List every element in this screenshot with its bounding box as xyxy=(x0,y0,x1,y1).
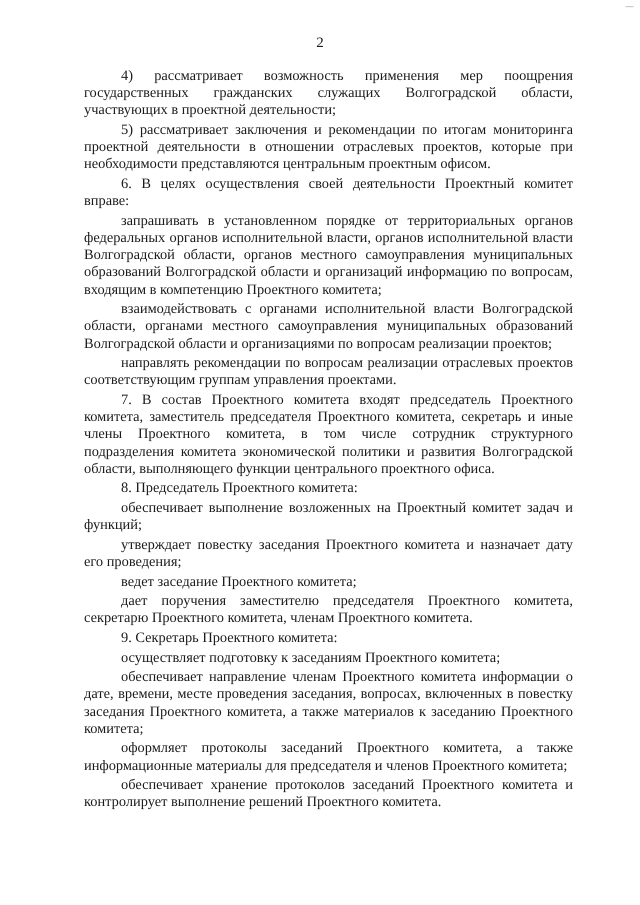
paragraph-secretary-duty-4: обеспечивает хранение протоколов заседаний Проектного комитета и контролирует выполнение решений Проектного комитета. xyxy=(84,777,573,811)
paragraph-item-4: 4) рассматривает возможность применения мер поощрения государственных гражданских служащих Волгоградской области, участвующих в проектной деятельности; xyxy=(84,68,573,119)
paragraph-section-7: 7. В состав Проектного комитета входят председатель Проектного комитета, заместитель председателя Проектного комитета, секретарь и иные члены Проектного комитета, в том числе сотрудник структурного подразделения комитета экономической политики и развития Волгоградской области, выполняющего функции центрального проектного офиса. xyxy=(84,392,573,477)
paragraph-secretary-duty-3: оформляет протоколы заседаний Проектного комитета, а также информационные материалы для председателя и членов Проектного комитета; xyxy=(84,740,573,774)
paragraph-recommendations: направлять рекомендации по вопросам реализации отраслевых проектов соответствующим группам управления проектами. xyxy=(84,355,573,389)
paragraph-section-9: 9. Секретарь Проектного комитета: xyxy=(121,629,338,646)
paragraph-chair-duty-3: ведет заседание Проектного комитета; xyxy=(121,573,357,590)
paragraph-interact: взаимодействовать с органами исполнительной власти Волгоградской области, органами местного самоуправления муниципальных образований Волгоградской области и организациями по вопросам реализации проектов; xyxy=(84,301,573,352)
page-number: 2 xyxy=(316,35,324,51)
paragraph-request-info: запрашивать в установленном порядке от территориальных органов федеральных органов исполнительной власти, органов исполнительной власти Волгоградской области, органов местного самоуправления муниципальных образований Волгоградской области и организаций информацию по вопросам, входящим в компетенцию Проектного комитета; xyxy=(84,212,573,298)
paragraph-section-6: 6. В целях осуществления своей деятельности Проектный комитет вправе: xyxy=(84,176,573,210)
document-body xyxy=(84,68,573,814)
corner-mark: — xyxy=(625,2,634,12)
paragraph-chair-duty-2: утверждает повестку заседания Проектного комитета и назначает дату его проведения; xyxy=(84,536,573,570)
paragraph-section-8: 8. Председатель Проектного комитета: xyxy=(121,480,358,497)
paragraph-chair-duty-4: дает поручения заместителю председателя Проектного комитета, секретарю Проектного комитета, членам Проектного комитета. xyxy=(84,593,573,627)
paragraph-item-5: 5) рассматривает заключения и рекомендации по итогам мониторинга проектной деятельности в отношении отраслевых проектов, которые при необходимости представляются центральным проектным офисом. xyxy=(84,122,573,173)
paragraph-secretary-duty-2: обеспечивает направление членам Проектного комитета информации о дате, времени, месте проведения заседания, вопросах, включенных в повестку заседания Проектного комитета, а также материалов к заседанию Проектного комитета; xyxy=(84,669,573,737)
paragraph-secretary-duty-1: осуществляет подготовку к заседаниям Проектного комитета; xyxy=(121,649,501,666)
paragraph-chair-duty-1: обеспечивает выполнение возложенных на Проектный комитет задач и функций; xyxy=(84,500,573,534)
